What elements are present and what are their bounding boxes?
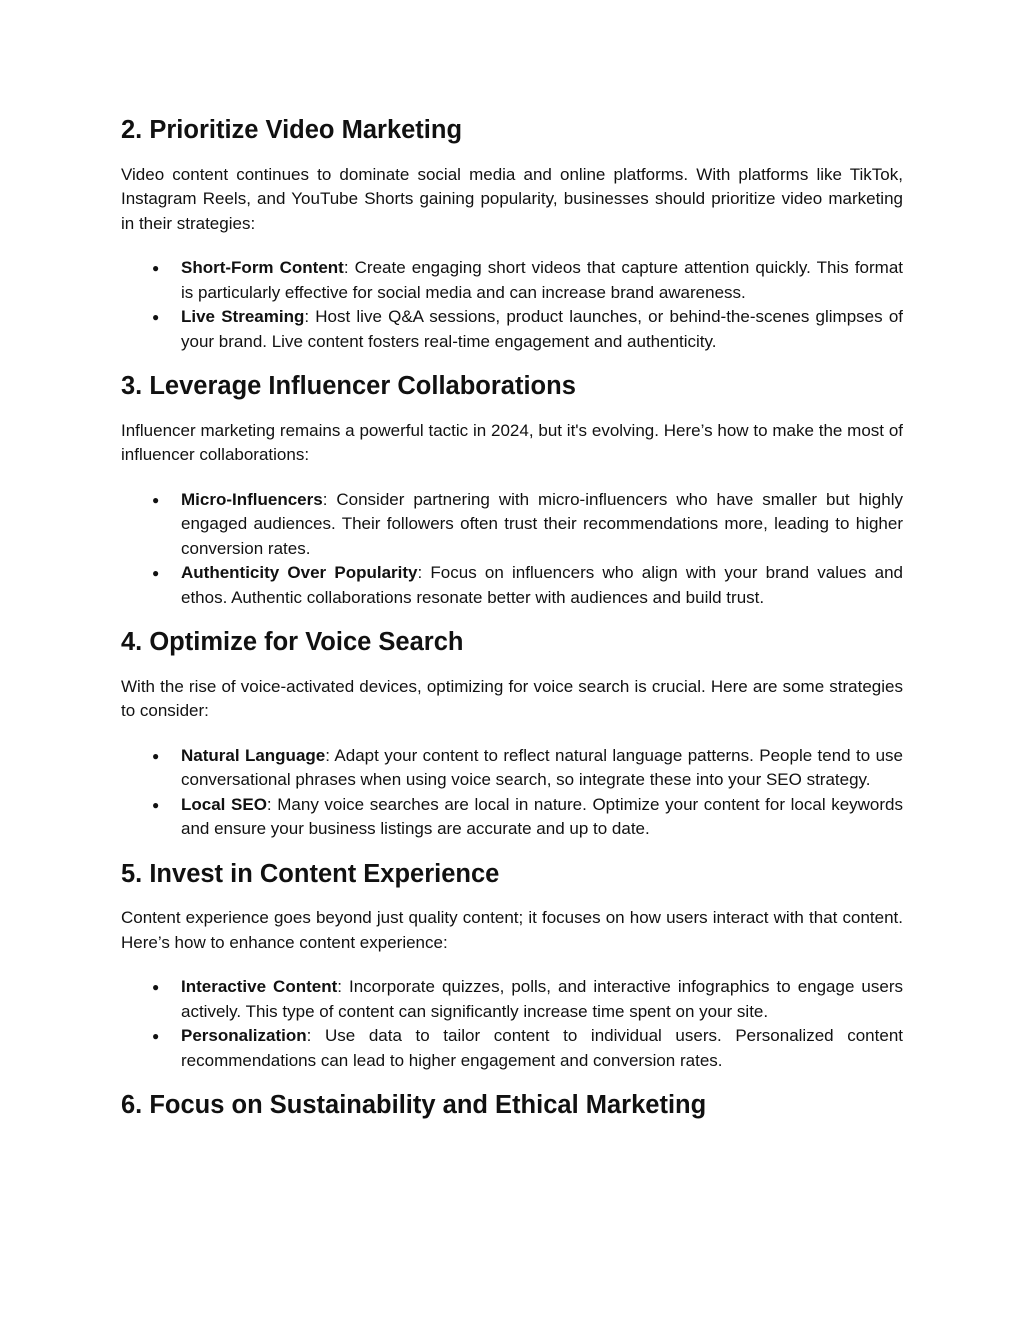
- list-item: [121, 975, 903, 1024]
- section-title: 2. Prioritize Video Marketing: [121, 116, 463, 144]
- bullet-list: [121, 256, 903, 354]
- bullet-term: Micro-Influencers: [181, 489, 323, 509]
- section-intro: Video content continues to dominate social media and online platforms. With platforms like TikTok, Instagram Reels, and YouTube Shorts gaining popularity, businesses should prioritize video marketing in their strategies:: [121, 164, 903, 233]
- bullet-text: : Incorporate quizzes, polls, and interactive infographics to engage users actively. This type of content can significantly increase time spent on your site.: [181, 977, 903, 1021]
- list-item: [121, 793, 903, 842]
- bullet-term: Live Streaming: [181, 307, 305, 326]
- bullet-text: : Host live Q&A sessions, product launches, or behind-the-scenes glimpses of your brand. Live content fosters real-time engagement and authenticity.: [181, 307, 903, 351]
- bullet-term: Natural Language: [181, 745, 326, 765]
- bullet-text: : Adapt your content to reflect natural language patterns. People tend to use conversational phrases when using voice search, so integrate these into your SEO strategy.: [181, 745, 903, 789]
- list-item: [121, 561, 903, 610]
- bullet-icon: ●: [152, 492, 160, 507]
- list-item: [121, 744, 903, 793]
- bullet-text: : Consider partnering with micro-influencers who have smaller but highly engaged audiences. Their followers often trust their recommendations more, leading to higher conversion rates.: [181, 489, 903, 558]
- bullet-icon: ●: [152, 748, 160, 763]
- section-intro: With the rise of voice-activated devices, optimizing for voice search is crucial. Here are some strategies to consider:: [121, 676, 903, 720]
- section-intro: Influencer marketing remains a powerful tactic in 2024, but it's evolving. Here’s how to make the most of influencer collaborations:: [121, 420, 903, 464]
- bullet-icon: ●: [152, 566, 160, 580]
- section-title: 5. Invest in Content Experience: [121, 859, 500, 888]
- bullet-text: : Focus on influencers who align with your brand values and ethos. Authentic collaborations resonate better with audiences and build trust.: [181, 563, 903, 607]
- bullet-icon: ●: [152, 310, 160, 324]
- section-title: 4. Optimize for Voice Search: [121, 628, 464, 656]
- section-intro: Content experience goes beyond just quality content; it focuses on how users interact with that content. Here’s how to enhance content experience:: [121, 908, 903, 952]
- bullet-list: [121, 744, 903, 842]
- bullet-text: : Many voice searches are local in nature. Optimize your content for local keywords and ensure your business listings are accurate and up to date.: [181, 794, 904, 838]
- bullet-icon: ●: [152, 1029, 160, 1043]
- list-item: [121, 256, 903, 305]
- document-page: [121, 118, 903, 1118]
- bullet-term: Local SEO: [181, 794, 267, 814]
- bullet-list: [121, 975, 903, 1073]
- bullet-list: [121, 488, 903, 611]
- section-title: 6. Focus on Sustainability and Ethical Marketing: [121, 1091, 707, 1119]
- section-title: 3. Leverage Influencer Collaborations: [121, 372, 576, 400]
- bullet-text: : Create engaging short videos that capture attention quickly. This format is particularly effective for social media and can increase brand awareness.: [181, 258, 903, 302]
- bullet-text: : Use data to tailor content to individual users. Personalized content recommendations can lead to higher engagement and conversion rates.: [181, 1026, 903, 1070]
- bullet-term: Authenticity Over Popularity: [181, 563, 418, 582]
- list-item: [121, 1024, 903, 1073]
- bullet-term: Short-Form Content: [181, 258, 344, 277]
- bullet-icon: ●: [152, 797, 160, 812]
- list-item: [121, 305, 903, 354]
- bullet-term: Personalization: [181, 1026, 307, 1045]
- bullet-icon: ●: [152, 261, 160, 275]
- list-item: [121, 488, 903, 562]
- bullet-term: Interactive Content: [181, 977, 338, 996]
- bullet-icon: ●: [152, 980, 160, 994]
